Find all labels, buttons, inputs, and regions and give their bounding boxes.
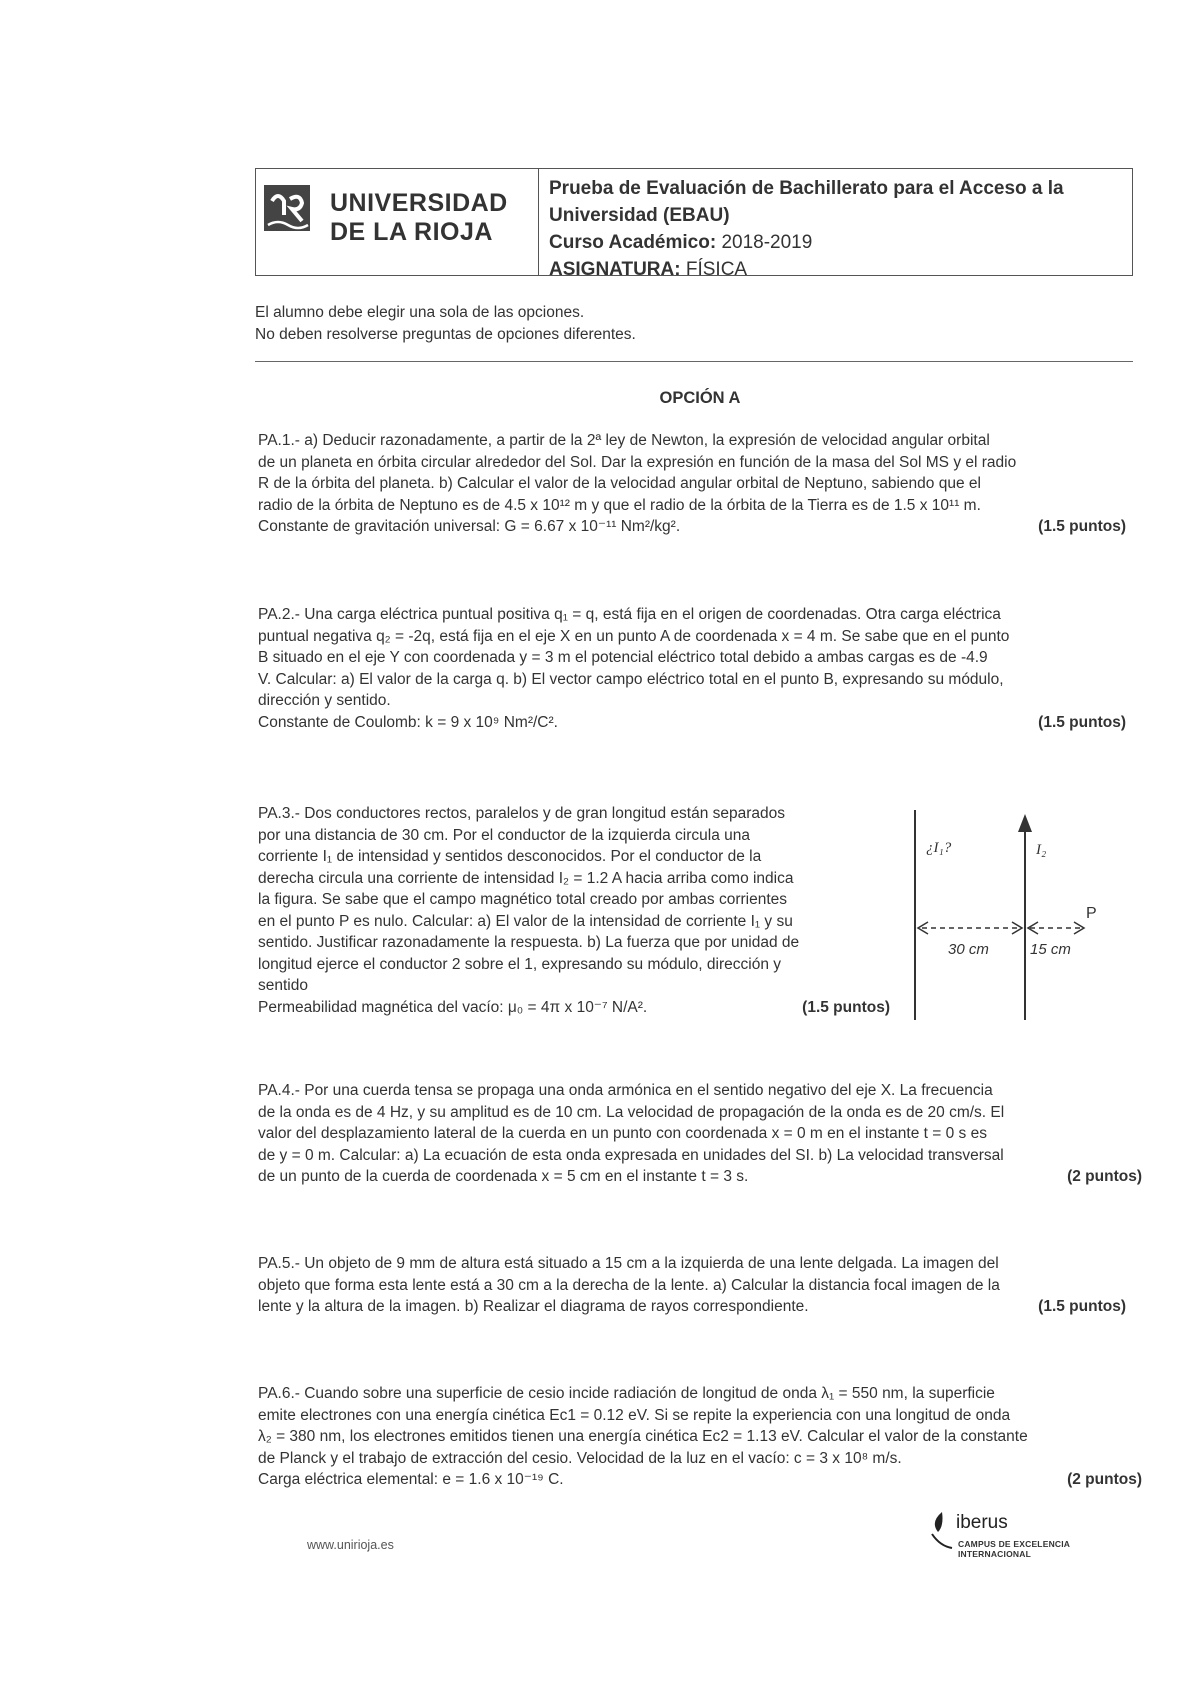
points-label: (1.5 puntos) — [1038, 1298, 1126, 1315]
iberus-logo: iberus CAMPUS DE EXCELENCIA INTERNACIONAL — [928, 1510, 1138, 1570]
points-label: (2 puntos) — [1067, 1471, 1142, 1488]
question-pa2: PA.2.- Una carga eléctrica puntual positiva q₁ = q, está fija en el origen de coordenadas. Otra carga eléctrica puntual negativa q₂ = -2q, está fija en el eje X en un punto A de coordenada x = 4 m. Se sabe que en el punto B situado en el eje Y con coordenada y = 3 m el potencial eléctrico total debido a ambas cargas es de -4.9 V. Calcular: a) El valor de la carga q. b) El vector campo eléctrico total en el punto B, expresando su módulo, dirección y sentido. Constante de Coulomb: k = 9 x 10⁹ Nm²/C². (1.5 puntos) — [258, 604, 1134, 733]
footer-url: www.unirioja.es — [307, 1538, 394, 1552]
course-line: Curso Académico: 2018-2019 — [549, 232, 813, 253]
question-pa6: PA.6.- Cuando sobre una superficie de cesio incide radiación de longitud de onda λ₁ = 550 nm, la superficie emite electrones con una energía cinética Ec1 = 0.12 eV. Si se repite la experiencia con una longitud de onda λ₂ = 380 nm, los electrones emitidos tienen una energía cinética Ec2 = 1.13 eV. Calcular el valor de la constante de Planck y el trabajo de extracción del cesio. Velocidad de la luz en el vacío: c = 3 x 10⁸ m/s. Carga eléctrica elemental: e = 1.6 x 10⁻¹⁹ C. (2 puntos) — [258, 1383, 1134, 1491]
conductors-figure — [912, 810, 1132, 1022]
university-name: UNIVERSIDAD DE LA RIOJA — [330, 189, 508, 246]
subject-line: ASIGNATURA: FÍSICA — [549, 259, 748, 280]
university-logo-block — [256, 169, 539, 275]
exam-title-block — [549, 175, 1064, 283]
divider — [255, 361, 1133, 362]
header-box — [255, 168, 1133, 280]
points-label: (1.5 puntos) — [802, 998, 890, 1016]
i2-label: I₂ — [1036, 842, 1047, 858]
exam-title-line1: Prueba de Evaluación de Bachillerato para el Acceso a la — [549, 178, 1064, 199]
current-arrow-icon — [1018, 814, 1032, 832]
distance-15cm-label: 15 cm — [1030, 941, 1071, 958]
iberus-leaf-icon — [928, 1510, 954, 1550]
option-title: OPCIÓN A — [659, 389, 741, 407]
exam-title-line2: Universidad (EBAU) — [549, 205, 730, 226]
i1-label: ¿I₁? — [926, 840, 952, 856]
points-label: (1.5 puntos) — [1038, 518, 1126, 535]
point-p-label: P — [1086, 905, 1097, 922]
question-pa5: PA.5.- Un objeto de 9 mm de altura está situado a 15 cm a la izquierda de una lente delgada. La imagen del objeto que forma esta lente está a 30 cm a la derecha de la lente. a) Calcular la distancia focal imagen de la lente y la altura de la imagen. b) Realizar el diagrama de rayos correspondiente. (1.5 puntos) — [258, 1253, 1134, 1318]
instructions: El alumno debe elegir una sola de las opciones. No deben resolverse preguntas de opciones diferentes. — [255, 304, 636, 343]
question-pa3: PA.3.- Dos conductores rectos, paralelos y de gran longitud están separados por una distancia de 30 cm. Por el conductor de la izquierda circula una corriente I₁ de intensidad y sentidos desconocidos. Por el conductor de la derecha circula una corriente de intensidad I₂ = 1.2 A hacia arriba como indica la figura. Se sabe que el campo magnético total creado por ambas corrientes en el punto P es nulo. Calcular: a) El valor de la intensidad de corriente I₁ y su sentido. Justificar razonadamente la respuesta. b) La fuerza que por unidad de longitud ejerce el conductor 2 sobre el 1, expresando su módulo, dirección y sentido Permeabilidad magnética del vacío: μ₀ = 4π x 10⁻⁷ N/A². (1.5 puntos) — [258, 803, 898, 1018]
university-logo-icon — [262, 181, 314, 237]
distance-30cm-label: 30 cm — [948, 941, 989, 958]
question-pa1: PA.1.- a) Deducir razonadamente, a partir de la 2ª ley de Newton, la expresión de velocidad angular orbital de un planeta en órbita circular alrededor del Sol. Dar la expresión en función de la masa del Sol MS y el radio R de la órbita del planeta. b) Calcular el valor de la velocidad angular orbital de Neptuno, sabiendo que el radio de la órbita de Neptuno es de 4.5 x 10¹² m y que el radio de la órbita de la Tierra es de 1.5 x 10¹¹ m. Constante de gravitación universal: G = 6.67 x 10⁻¹¹ Nm²/kg². (1.5 puntos) — [258, 430, 1134, 538]
points-label: (2 puntos) — [1067, 1168, 1142, 1185]
points-label: (1.5 puntos) — [1038, 713, 1126, 731]
question-pa4: PA.4.- Por una cuerda tensa se propaga una onda armónica en el sentido negativo del eje X. La frecuencia de la onda es de 4 Hz, y su amplitud es de 10 cm. La velocidad de propagación de la onda es de 20 cm/s. El valor del desplazamiento lateral de la cuerda en un punto con coordenada x = 0 m en el instante t = 0 s es de y = 0 m. Calcular: a) La ecuación de esta onda expresada en unidades del SI. b) La velocidad transversal de un punto de la cuerda de coordenada x = 5 cm en el instante t = 3 s. (2 puntos) — [258, 1080, 1134, 1188]
